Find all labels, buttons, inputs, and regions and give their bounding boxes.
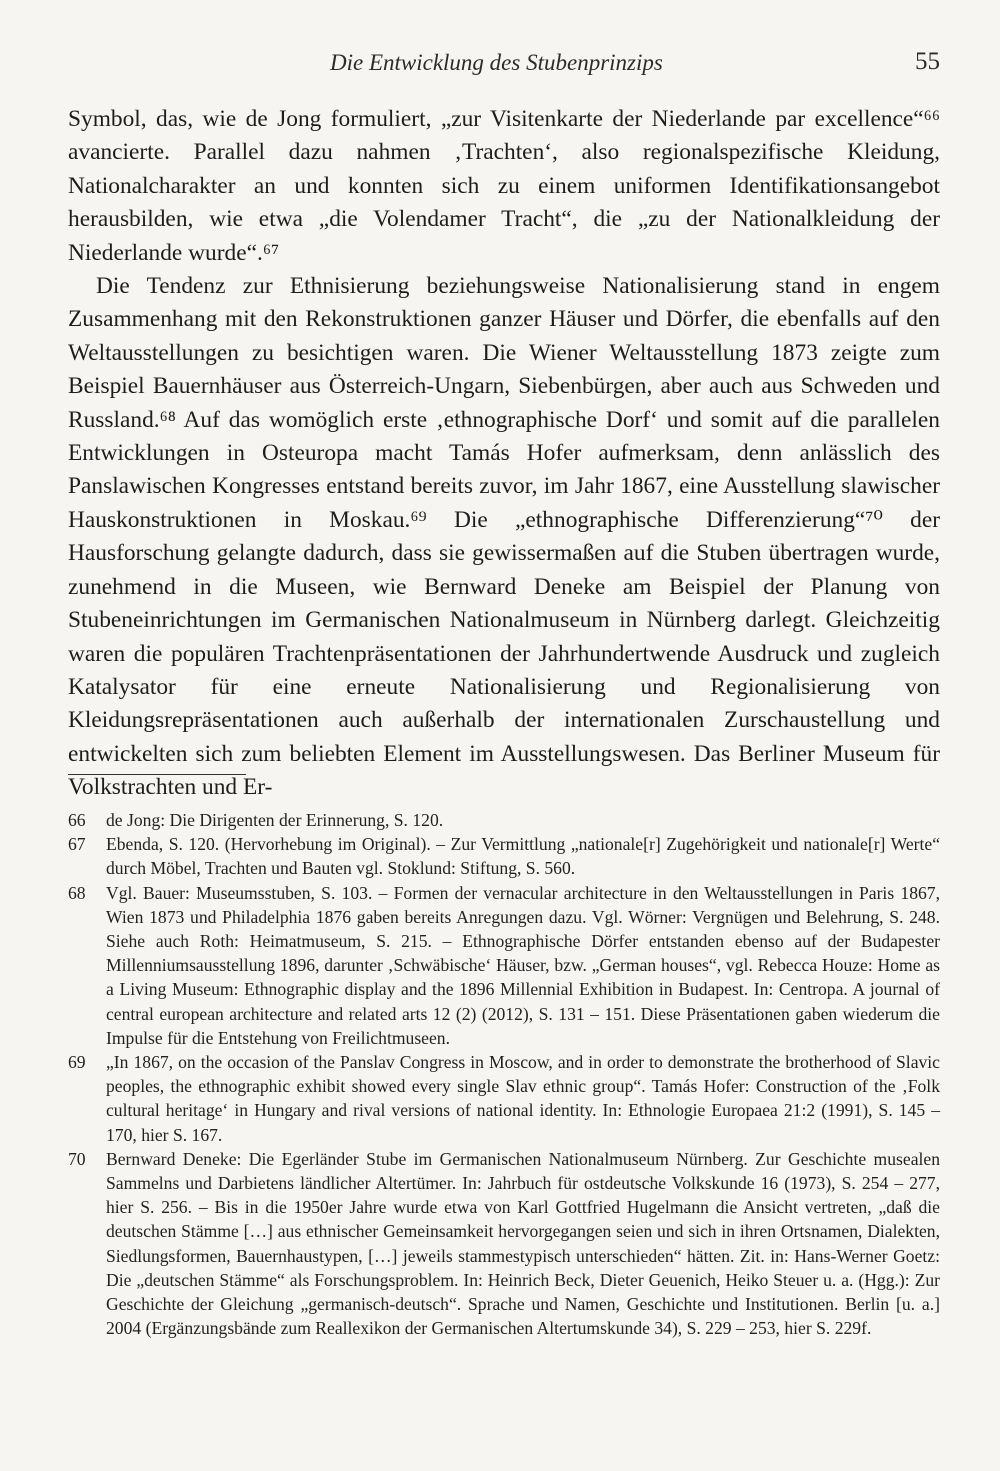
footnote-text: Vgl. Bauer: Museumsstuben, S. 103. – Formen der vernacular architecture in den Weltausstellungen in Paris 1867, Wien 1873 und Philadelphia 1876 gaben bereits Anregungen dazu. Vgl. Wörner: Vergnügen und Belehrung, S. 248. Siehe auch Roth: Heimatmuseum, S. 215. – Ethnographische Dörfer entstanden ebenso auf der Budapester Millenniumsausstellung 1896, darunter ‚Schwäbische‘ Häuser, bzw. „German houses“, vgl. Rebecca Houze: Home as a Living Museum: Ethnographic display and the 1896 Millennial Exhibition in Budapest. In: Centropa. A journal of central european architecture and related arts 12 (2) (2012), S. 131 – 151. Diese Präsentationen gaben wiederum die Impulse für die Entstehung von Freilichtmuseen.	[106, 882, 940, 1048]
footnote-68	[68, 881, 940, 1050]
footnote-number: 68	[68, 882, 86, 903]
footnotes	[68, 808, 940, 1340]
footnote-text: Ebenda, S. 120. (Hervorhebung im Original). – Zur Vermittlung „nationale[r] Zugehörigkeit und nationale[r] Werte“ durch Möbel, Trachten und Bauten vgl. Stoklund: Stiftung, S. 560.	[106, 834, 940, 879]
body-paragraph-2: Die Tendenz zur Ethnisierung beziehungsweise Nationalisierung stand in engem Zusammenhang mit den Rekonstruktionen ganzer Häuser und Dörfer, die ebenfalls auf den Weltausstellungen zu besichtigen waren. Die Wiener Weltausstellung 1873 zeigte zum Beispiel Bauernhäuser aus Österreich-Ungarn, Siebenbürgen, aber auch aus Schweden und Russland.⁶⁸ Auf das womöglich erste ‚ethnographische Dorf‘ und somit auf die parallelen Entwicklungen in Osteuropa macht Tamás Hofer aufmerksam, denn anlässlich des Panslawischen Kongresses entstand bereits zuvor, im Jahr 1867, eine Ausstellung slawischer Hauskonstruktionen in Moskau.⁶⁹ Die „ethnographische Differenzierung“⁷⁰ der Hausforschung gelangte dadurch, dass sie gewissermaßen auf die Stuben übertragen wurde, zunehmend in die Museen, wie Bernward Deneke am Beispiel der Planung von Stubeneinrichtungen im Germanischen Nationalmuseum in Nürnberg darlegt. Gleichzeitig waren die populären Trachtenpräsentationen der Jahrhundertwende Ausdruck und zugleich Katalysator für eine erneute Nationalisierung und Regionalisierung von Kleidungsrepräsentationen auch außerhalb der internationalen Zurschaustellung und entwickelten sich zum beliebten Element im Ausstellungswesen. Das Berliner Museum für Volkstrachten und Er-	[68, 273, 940, 801]
footnote-number: 66	[68, 810, 86, 830]
running-head	[68, 48, 940, 82]
footnote-text: Bernward Deneke: Die Egerländer Stube im Germanischen Nationalmuseum Nürnberg. Zur Geschichte musealen Sammelns und Darbietens ländlicher Altertümer. In: Jahrbuch für ostdeutsche Volkskunde 16 (1973), S. 254 – 277, hier S. 256. – Bis in die 1950er Jahre wurde etwa von Karl Gottfried Hugelmann die Ansicht vertreten, „daß die deutschen Stämme […] aus ethnischer Gemeinsamkeit hervorgegangen seien und sich in ihren Ortsnamen, Dialekten, Siedlungsformen, Bauernhaustypen, […] jeweils stammestypisch unterschieden“ hätten. Zit. in: Hans-Werner Goetz: Die „deutschen Stämme“ als Forschungsproblem. In: Heinrich Beck, Dieter Geuenich, Heiko Steuer u. a. (Hgg.): Zur Geschichte der Gleichung „germanisch-deutsch“. Sprache und Namen, Geschichte und Institutionen. Berlin [u. a.] 2004 (Ergänzungsbände zum Reallexikon der Germanischen Altertumskunde 34), S. 229 – 253, hier S. 229f.	[106, 1148, 940, 1339]
footnote-separator	[68, 774, 246, 775]
body-paragraph-1: Symbol, das, wie de Jong formuliert, „zur Visitenkarte der Niederlande par excellence“⁶⁶ avancierte. Parallel dazu nahmen ‚Trachten‘, also regionalspezifische Kleidung, Nationalcharakter an und konnten sich zu einem uniformen Identifikationsangebot herausbilden, wie etwa „die Volendamer Tracht“, die „zu der Nationalkleidung der Niederlande wurde“.⁶⁷	[68, 106, 940, 266]
footnote-67	[68, 832, 940, 880]
footnote-number: 69	[68, 1052, 86, 1073]
footnote-70	[68, 1147, 940, 1341]
footnote-69	[68, 1050, 940, 1147]
footnote-number: 70	[68, 1148, 86, 1169]
footnote-66	[68, 808, 940, 832]
body-text	[68, 103, 940, 805]
page-number: 55	[915, 48, 940, 75]
footnote-number: 67	[68, 834, 86, 855]
running-head-title: Die Entwicklung des Stubenprinzips	[330, 50, 663, 75]
footnote-text: „In 1867, on the occasion of the Panslav Congress in Moscow, and in order to demonstrate the brotherhood of Slavic peoples, the ethnographic exhibit showed every single Slav ethnic group“. Tamás Hofer: Construction of the ‚Folk cultural heritage‘ in Hungary and rival versions of national identity. In: Ethnologie Europaea 21:2 (1991), S. 145 – 170, hier S. 167.	[106, 1052, 940, 1145]
footnote-text: de Jong: Die Dirigenten der Erinnerung, S. 120.	[106, 810, 444, 830]
